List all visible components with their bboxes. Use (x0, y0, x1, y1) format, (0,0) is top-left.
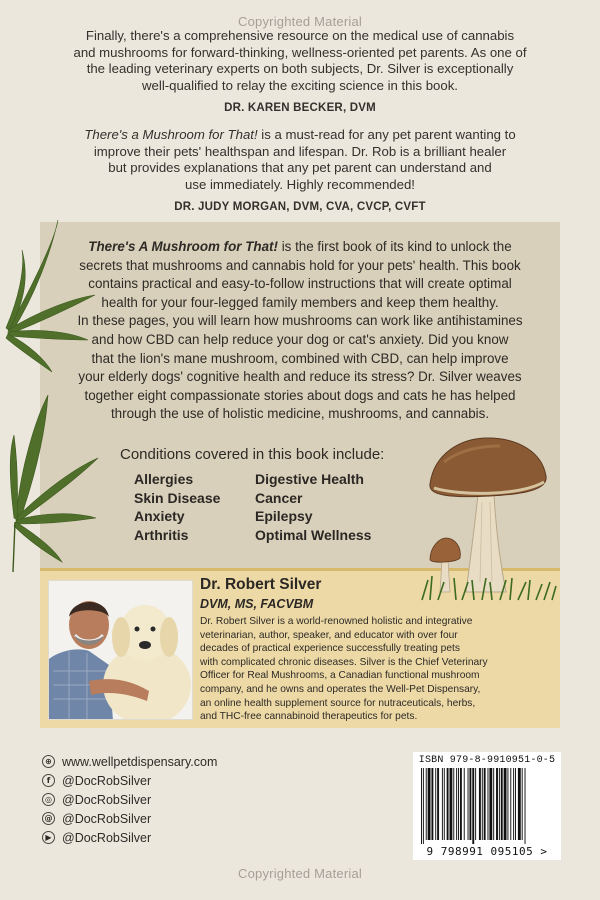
barcode-bar (479, 768, 481, 840)
bio-line: an online health supplement source for nutraceuticals, herbs, (200, 697, 476, 709)
barcode-bar (469, 768, 471, 840)
barcode-bar (501, 768, 503, 840)
condition-item: Skin Disease (134, 489, 221, 506)
barcode-bar (442, 768, 443, 840)
book-title-bold-italic: There's A Mushroom for That! (88, 239, 278, 254)
description-line: that the lion's mane mushroom, combined with CBD, can help improve (91, 350, 509, 366)
quote-line: Finally, there's a comprehensive resource on the medical use of cannabis (85, 28, 515, 43)
contact-list (42, 752, 217, 847)
barcode-bar (458, 768, 459, 840)
quote-line: and mushrooms for forward-thinking, wellness-oriented pet parents. As one of (73, 44, 527, 60)
condition-item: Anxiety (134, 508, 185, 524)
condition-item: Arthritis (134, 526, 189, 543)
barcode-bar (507, 768, 508, 840)
bio-line: Dr. Robert Silver is a world-renowned holistic and integrative (200, 616, 473, 627)
barcode-bar (428, 768, 431, 840)
quote-author: DR. KAREN BECKER, DVM (224, 102, 376, 114)
bio-line: and THC-free cannabinoid therapeutics for pets. (200, 711, 418, 723)
contact-label: @DocRobSilver (62, 830, 152, 845)
contact-label: @DocRobSilver (62, 811, 152, 826)
barcode-bar (522, 768, 523, 840)
author-photo-with-dog (48, 580, 193, 720)
isbn-number: ISBN 979-8-9910951-0-5 (418, 755, 556, 766)
barcode-bar (489, 768, 492, 840)
contact-label: www.wellpetdispensary.com (62, 754, 218, 769)
contact-threads[interactable] (42, 809, 217, 828)
bio-line: veterinarian, author, speaker, and educator with over four (200, 629, 458, 641)
bio-line: company, and he owns and operates the Well-Pet Dispensary, (200, 683, 481, 695)
bio-line: decades of practical experience successfully treating pets (200, 643, 460, 655)
instagram-icon: ◎ (42, 793, 55, 806)
barcode-bar (513, 768, 514, 840)
threads-icon: @ (42, 812, 55, 825)
barcode-bars (419, 768, 555, 844)
contact-website[interactable] (42, 752, 217, 771)
author-portrait-illustration (49, 581, 193, 720)
description-line: secrets that mushrooms and cannabis hold for your pets' health. This book (79, 257, 521, 273)
barcode-bar (426, 768, 427, 840)
contact-label: @DocRobSilver (62, 773, 152, 788)
quote-line: improve their pets' healthspan and lifespan. Dr. Rob is a brilliant healer (93, 143, 507, 159)
barcode-bar (468, 768, 469, 840)
description-line: In these pages, you will learn how mushrooms can work like antihistamines (77, 313, 523, 329)
endorsement-quote-becker (40, 28, 560, 117)
condition-item: Digestive Health (255, 471, 364, 487)
quote-line (40, 127, 560, 144)
barcode-bar (447, 768, 449, 840)
conditions-list-left (134, 470, 220, 544)
barcode-bar (453, 768, 454, 840)
conditions-heading: Conditions covered in this book include: (120, 446, 385, 463)
contact-instagram[interactable] (42, 790, 217, 809)
quote-author: DR. JUDY MORGAN, DVM, CVA, CVCP, CVFT (174, 201, 426, 213)
quote-line: the leading veterinary experts on both subjects, Dr. Silver is exceptionally (86, 61, 514, 76)
description-line: and how CBD can help reduce your dog or cat's anxiety. Did you know (91, 331, 509, 347)
mushroom-illustration (420, 432, 560, 602)
globe-icon: ⊕ (42, 755, 55, 768)
barcode-bar (444, 768, 445, 840)
quote-line: well-qualified to relay the exciting science in this book. (142, 77, 458, 93)
author-name: Dr. Robert Silver (200, 576, 322, 593)
condition-item: Epilepsy (255, 508, 313, 524)
barcode-bar (499, 768, 500, 840)
copyright-watermark-top: Copyrighted Material (238, 14, 362, 29)
barcode-bar (460, 768, 462, 840)
contact-label: @DocRobSilver (62, 792, 152, 807)
barcode-bar (450, 768, 453, 840)
barcode-bar (515, 768, 516, 840)
quote-line: but provides explanations that any pet parent can understand and (108, 160, 492, 175)
book-description (56, 238, 544, 424)
book-title-italic: There's a Mushroom for That! (84, 127, 258, 142)
description-line (56, 238, 544, 257)
description-line: your elderly dogs' cognitive health and reduce its stress? Dr. Silver weaves (78, 369, 522, 385)
barcode-bar (421, 768, 422, 844)
contact-facebook[interactable] (42, 771, 217, 790)
barcode-bar (493, 768, 494, 840)
description-line: together eight compassionate stories about dogs and cats he has helped (84, 387, 516, 403)
barcode-bar (472, 768, 474, 844)
barcode-bar (504, 768, 507, 840)
barcode-bar (435, 768, 436, 840)
barcode-bar (488, 768, 489, 840)
barcode-digits: 9 798991 095105 > (426, 845, 548, 858)
condition-item: Allergies (134, 471, 194, 487)
facebook-icon: f (42, 774, 55, 787)
youtube-icon: ▶ (42, 831, 55, 844)
description-line: contains practical and easy-to-follow instructions that will create optimal (88, 276, 512, 292)
quote-line: use immediately. Highly recommended! (185, 176, 415, 192)
isbn-barcode (413, 752, 561, 860)
barcode-bar (456, 768, 457, 840)
barcode-bar (431, 768, 433, 840)
description-line: through the use of holistic medicine, mushrooms, and cannabis. (110, 406, 490, 422)
barcode-bar (484, 768, 486, 840)
copyright-watermark-bottom: Copyrighted Material (238, 866, 362, 881)
author-bio-text (200, 615, 552, 724)
bio-line: with complicated chronic diseases. Silver is the Chief Veterinary (200, 656, 488, 668)
barcode-bar (496, 768, 498, 840)
conditions-list-right (255, 470, 371, 544)
barcode-bar (437, 768, 439, 840)
contact-youtube[interactable] (42, 828, 217, 847)
author-credentials: DVM, MS, FACVBM (200, 597, 314, 611)
barcode-bar (510, 768, 511, 840)
barcode-bar (475, 768, 476, 840)
barcode-bar (482, 768, 483, 840)
barcode-bar (423, 768, 424, 844)
condition-item: Optimal Wellness (255, 526, 372, 543)
description-line-rest: is the first book of its kind to unlock the (277, 239, 512, 254)
description-line: health for your four-legged family members and keep them healthy. (101, 294, 499, 310)
bio-line: Officer for Real Mushrooms, a Canadian functional mushroom (200, 670, 480, 682)
quote-line-rest: is a must-read for any pet parent wanting to (257, 127, 516, 142)
barcode-bar (464, 768, 465, 840)
barcode-bar (518, 768, 521, 840)
condition-item: Cancer (255, 489, 303, 506)
barcode-bar (525, 768, 526, 844)
